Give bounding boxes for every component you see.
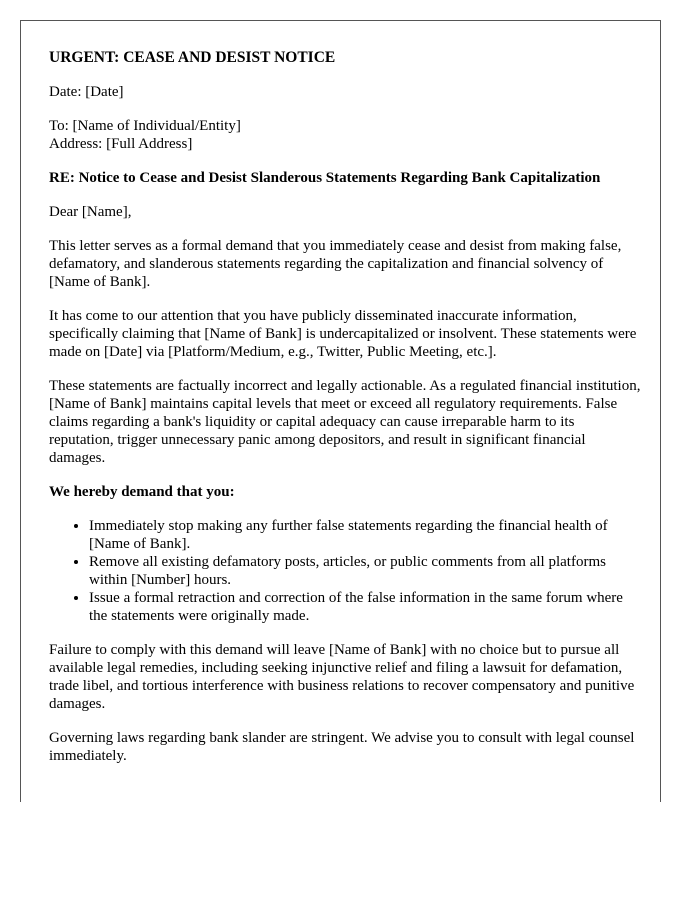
document-page — [20, 20, 661, 802]
demand-item: • Immediately stop making any further false statements regarding the financial health of [Name of Bank]. — [89, 517, 641, 553]
demand-item: • Remove all existing defamatory posts, articles, or public comments from all platforms within [Number] hours. — [89, 553, 641, 589]
recipient-block — [49, 117, 641, 153]
demand-item: • Issue a formal retraction and correction of the false information in the same forum where the statements were originally made. — [89, 589, 641, 625]
letter-title: URGENT: CEASE AND DESIST NOTICE — [49, 49, 336, 66]
paragraph-background: It has come to our attention that you have publicly disseminated inaccurate information, specifically claiming that [Name of Bank] is undercapitalized or insolvent. These statements were made on [Date] via [Platform/Medium, e.g., Twitter, Public Meeting, etc.]. — [49, 308, 637, 360]
letter-body — [49, 49, 641, 781]
demand-heading: We hereby demand that you: — [49, 484, 235, 500]
paragraph-intro: This letter serves as a formal demand that you immediately cease and desist from making false, defamatory, and slanderous statements regarding the capitalization and financial solvency of [Name of Bank]. — [49, 238, 622, 290]
demand-list — [49, 517, 641, 625]
paragraph-legal-basis: These statements are factually incorrect and legally actionable. As a regulated financial institution, [Name of Bank] maintains capital levels that meet or exceed all regulatory requirements. False claims regarding a bank's liquidity or capital adequacy can cause irreparable harm to its reputation, trigger unnecessary panic among depositors, and result in significant financial damages. — [49, 378, 641, 466]
date-line: Date: [Date] — [49, 84, 124, 100]
salutation: Dear [Name], — [49, 204, 132, 220]
subject-line: RE: Notice to Cease and Desist Slanderous Statements Regarding Bank Capitalization — [49, 170, 601, 186]
paragraph-advice: Governing laws regarding bank slander are stringent. We advise you to consult with legal counsel immediately. — [49, 730, 635, 764]
recipient-address-line: Address: [Full Address] — [49, 136, 193, 152]
recipient-name-line: To: [Name of Individual/Entity] — [49, 118, 241, 134]
paragraph-consequences: Failure to comply with this demand will leave [Name of Bank] with no choice but to pursue all available legal remedies, including seeking injunctive relief and filing a lawsuit for defamation, trade libel, and tortious interference with business relations to recover compensatory and punitive damages. — [49, 642, 635, 712]
